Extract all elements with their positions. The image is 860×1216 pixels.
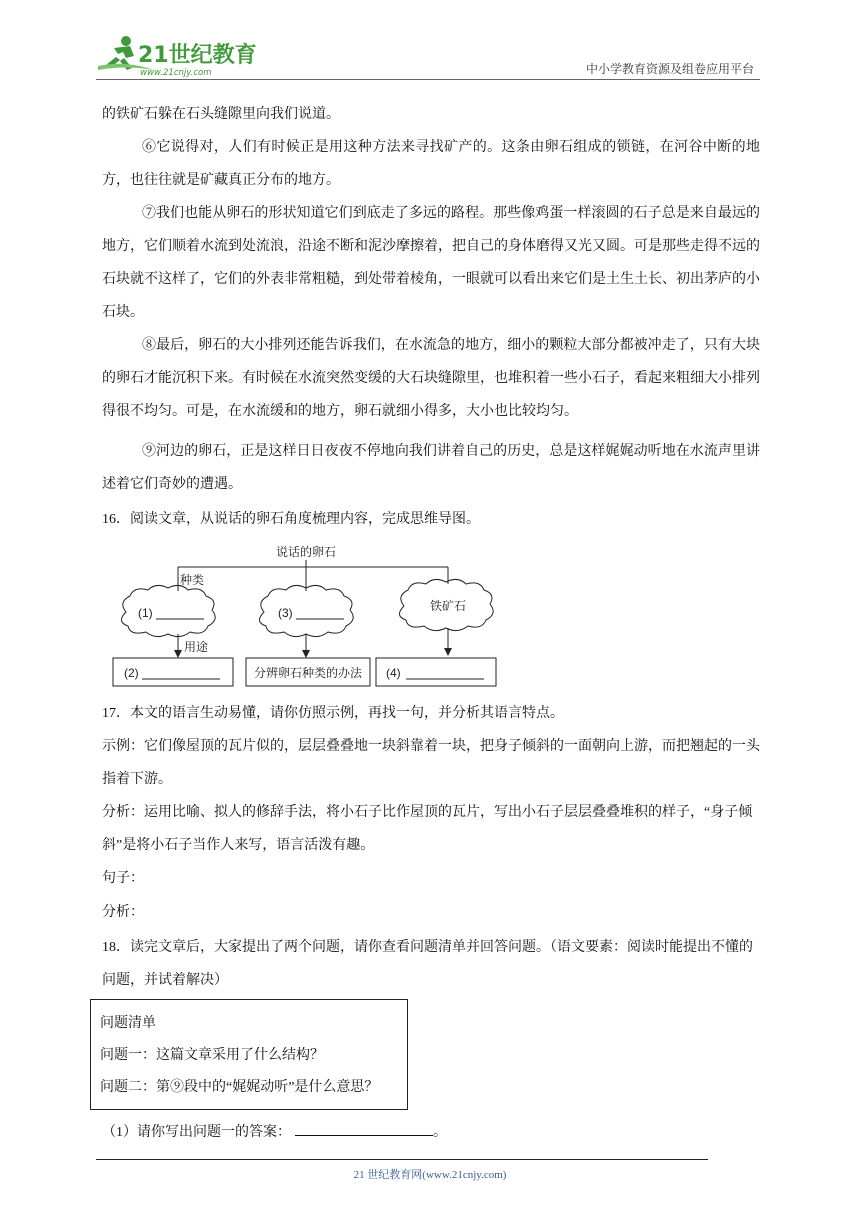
cloud-node-3 xyxy=(399,579,493,630)
answer-box-2 xyxy=(246,658,370,686)
question-18-part-1-end: 。 xyxy=(433,1125,447,1140)
cloud-node-2 xyxy=(259,585,353,636)
question-17-example: 示例：它们像屋顶的瓦片似的，层层叠叠地一块斜靠着一块，把身子倾斜的一面朝向上游，而把翘起的一头指着下游。 xyxy=(102,739,760,787)
logo-text: 21世纪教育 xyxy=(138,43,257,68)
mindmap-use-label: 用途 xyxy=(184,640,209,654)
mindmap-root: 说话的卵石 xyxy=(275,545,337,559)
mindmap-branch-label: 种类 xyxy=(180,573,205,587)
footer-text: 21 世纪教育网(www.21cnjy.com) xyxy=(353,1169,507,1181)
header-platform-text: 中小学教育资源及组卷应用平台 xyxy=(585,62,754,76)
question-18: 18．读完文章后，大家提出了两个问题，请你查看问题清单并回答问题。（语文要素：阅读时能提出不懂的问题，并试着解决） xyxy=(102,940,753,988)
question-list-item-2: 问题二：第⑨段中的“娓娓动听”是什么意思？ xyxy=(100,1080,379,1095)
page-header xyxy=(96,30,760,80)
cloud-node-3-label: 铁矿石 xyxy=(429,599,467,613)
question-18-part-1 xyxy=(102,1116,762,1149)
answer-box-1-label: (2) xyxy=(124,666,139,680)
logo-icon xyxy=(96,34,271,78)
cloud-node-1 xyxy=(121,585,215,636)
question-list-title: 问题清单 xyxy=(100,1016,156,1031)
question-18-part-1-text: （1）请你写出问题一的答案： xyxy=(102,1125,291,1140)
answer-blank[interactable] xyxy=(295,1121,433,1136)
passage-paragraph-7: ⑦我们也能从卵石的形状知道它们到底走了多远的路程。那些像鸡蛋一样滚圆的石子总是来自最远的地方，它们顺着水流到处流浪，沿途不断和泥沙摩擦着，把自己的身体磨得又光又圆。可是那些走得不远的石块就不这样了，它们的外表非常粗糙，到处带着棱角，一眼就可以看出来它们是土生土长、初出茅庐的小石块。 xyxy=(102,205,760,320)
header-divider xyxy=(96,79,760,80)
question-16: 16．阅读文章，从说话的卵石角度梳理内容，完成思维导图。 xyxy=(102,512,480,527)
question-list-item-1: 问题一：这篇文章采用了什么结构？ xyxy=(100,1048,324,1063)
footer-divider xyxy=(96,1159,708,1160)
logo-url: www.21cnjy.com xyxy=(140,68,212,78)
passage-continuation: 的铁矿石躲在石头缝隙里向我们说道。 xyxy=(102,106,340,122)
question-17-analysis-label: 分析： xyxy=(102,905,144,920)
question-17: 17．本文的语言生动易懂，请你仿照示例，再找一句，并分析其语言特点。 xyxy=(102,706,564,721)
mind-map-diagram xyxy=(108,544,508,694)
answer-box-3-label: (4) xyxy=(386,666,401,680)
passage-paragraph-9: ⑨河边的卵石，正是这样日日夜夜不停地向我们讲着自己的历史，总是这样娓娓动听地在水流声里讲述着它们奇妙的遭遇。 xyxy=(102,443,760,492)
question-17-sentence-label: 句子： xyxy=(102,871,144,886)
passage-paragraph-6: ⑥它说得对，人们有时候正是用这种方法来寻找矿产的。这条由卵石组成的锁链，在河谷中断的地方，也往往就是矿藏真正分布的地方。 xyxy=(102,139,760,188)
answer-box-3 xyxy=(376,658,496,686)
cloud-node-2-label: (3) xyxy=(278,606,293,620)
answer-box-1 xyxy=(113,658,233,686)
answer-box-2-label: 分辨卵石种类的办法 xyxy=(253,666,363,680)
cloud-node-1-label: (1) xyxy=(138,606,153,620)
question-list-box xyxy=(90,999,408,1110)
passage-paragraph-8: ⑧最后，卵石的大小排列还能告诉我们，在水流急的地方，细小的颗粒大部分都被冲走了，只有大块的卵石才能沉积下来。有时候在水流突然变缓的大石块缝隙里，也堆积着一些小石子，看起来粗细大小排列得很不均匀。可是，在水流缓和的地方，卵石就细小得多，大小也比较均匀。 xyxy=(102,337,760,419)
question-17-analysis: 分析：运用比喻、拟人的修辞手法，将小石子比作屋顶的瓦片，写出小石子层层叠叠堆积的样子，“身子倾斜”是将小石子当作人来写，语言活泼有趣。 xyxy=(102,805,753,853)
